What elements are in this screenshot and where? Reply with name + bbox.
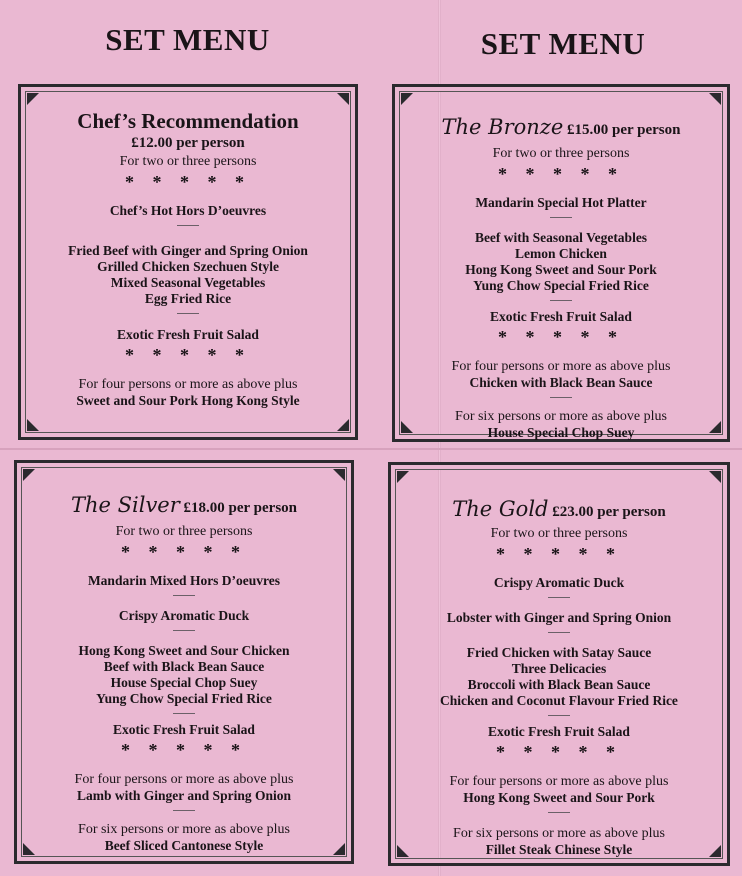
- star-divider: * * * * *: [496, 742, 622, 762]
- main-dish: House Special Chop Suey: [110, 675, 258, 690]
- menu-title: Chef’s Recommendation: [77, 109, 299, 133]
- divider: [173, 810, 195, 811]
- main-dish: Yung Chow Special Fried Rice: [96, 691, 272, 706]
- main-dish: Hong Kong Sweet and Sour Pork: [465, 262, 657, 277]
- gold-menu-panel: [388, 462, 730, 866]
- four-persons-dish: Chicken with Black Bean Sauce: [469, 375, 653, 390]
- main-dish: Beef with Black Bean Sauce: [103, 659, 265, 674]
- divider: [177, 225, 199, 226]
- menu-price: £15.00 per person: [567, 122, 681, 138]
- dessert-dish: Exotic Fresh Fruit Salad: [113, 722, 255, 737]
- extra-dish: Sweet and Sour Pork Hong Kong Style: [76, 393, 300, 409]
- six-persons-dish: Beef Sliced Cantonese Style: [104, 838, 264, 853]
- four-persons-note: For four persons or more as above plus: [74, 772, 294, 787]
- divider: [550, 397, 572, 398]
- menu-price: £18.00 per person: [183, 500, 298, 516]
- corner-ornament: [27, 419, 39, 431]
- menu-name: The Gold: [452, 497, 549, 521]
- main-dish: Hong Kong Sweet and Sour Chicken: [78, 643, 290, 658]
- four-persons-dish: Lamb with Ginger and Spring Onion: [77, 788, 291, 803]
- main-dish: Mixed Seasonal Vegetables: [110, 275, 266, 291]
- second-course-dish: Crispy Aromatic Duck: [118, 608, 250, 623]
- chefs-recommendation-panel: [18, 84, 358, 440]
- corner-ornament: [337, 419, 349, 431]
- divider: [173, 630, 195, 631]
- corner-ornament: [401, 93, 413, 105]
- page-crease: [0, 448, 742, 450]
- six-persons-note: For six persons or more as above plus: [455, 409, 667, 424]
- main-dish: Egg Fried Rice: [144, 291, 232, 307]
- star-divider: * * * * *: [125, 345, 251, 366]
- main-dish: Three Delicacies: [511, 661, 607, 676]
- star-divider: * * * * *: [121, 542, 247, 562]
- divider: [173, 595, 195, 596]
- divider: [548, 715, 570, 716]
- second-course-dish: Lobster with Ginger and Spring Onion: [446, 610, 672, 625]
- starter-dish: Chef’s Hot Hors D’oeuvres: [109, 203, 267, 219]
- menu-title-line: [17, 493, 351, 520]
- divider: [177, 313, 199, 314]
- six-persons-note: For six persons or more as above plus: [453, 826, 665, 841]
- serves-note: For two or three persons: [119, 154, 257, 170]
- main-dish: Beef with Seasonal Vegetables: [474, 230, 648, 245]
- divider: [548, 597, 570, 598]
- star-divider: * * * * *: [121, 740, 247, 760]
- divider: [550, 300, 572, 301]
- page-title-left: SET MENU: [105, 22, 270, 57]
- extra-note: For four persons or more as above plus: [78, 377, 298, 393]
- starter-dish: Mandarin Mixed Hors D’oeuvres: [87, 573, 281, 588]
- starter-dish: Crispy Aromatic Duck: [493, 575, 625, 590]
- six-persons-note: For six persons or more as above plus: [78, 822, 290, 837]
- star-divider: * * * * *: [496, 544, 622, 564]
- serves-note: For two or three persons: [115, 524, 253, 539]
- silver-menu-panel: [14, 460, 354, 864]
- menu-price: £23.00 per person: [552, 504, 666, 520]
- menu-name: The Bronze: [441, 115, 564, 139]
- starter-dish: Mandarin Special Hot Platter: [475, 195, 647, 210]
- main-dish: Fried Beef with Ginger and Spring Onion: [68, 243, 308, 259]
- six-persons-dish: Fillet Steak Chinese Style: [485, 842, 633, 857]
- serves-note: For two or three persons: [492, 146, 630, 161]
- corner-ornament: [23, 469, 35, 481]
- menu-name: The Silver: [70, 493, 180, 517]
- star-divider: * * * * *: [125, 172, 251, 193]
- divider: [173, 713, 195, 714]
- main-dish: Grilled Chicken Szechuen Style: [97, 259, 279, 275]
- main-dish: Fried Chicken with Satay Sauce: [466, 645, 652, 660]
- four-persons-note: For four persons or more as above plus: [451, 359, 671, 374]
- main-dish: Chicken and Coconut Flavour Fried Rice: [440, 693, 678, 708]
- main-dish: Yung Chow Special Fried Rice: [473, 278, 649, 293]
- corner-ornament: [27, 93, 39, 105]
- dessert-dish: Exotic Fresh Fruit Salad: [117, 327, 259, 343]
- corner-ornament: [709, 93, 721, 105]
- bronze-menu-panel: [392, 84, 730, 442]
- corner-ornament: [709, 471, 721, 483]
- divider: [548, 812, 570, 813]
- divider: [550, 217, 572, 218]
- menu-price: £12.00 per person: [131, 135, 245, 152]
- menu-title-line: [391, 497, 727, 524]
- main-dish: Lemon Chicken: [515, 246, 607, 261]
- corner-ornament: [337, 93, 349, 105]
- menu-title-line: [395, 115, 727, 142]
- star-divider: * * * * *: [498, 164, 624, 184]
- page-title-right: SET MENU: [480, 26, 646, 61]
- main-dish: Broccoli with Black Bean Sauce: [467, 677, 651, 692]
- serves-note: For two or three persons: [490, 526, 628, 541]
- star-divider: * * * * *: [498, 327, 624, 347]
- four-persons-dish: Hong Kong Sweet and Sour Pork: [463, 790, 655, 805]
- four-persons-note: For four persons or more as above plus: [449, 774, 669, 789]
- dessert-dish: Exotic Fresh Fruit Salad: [490, 309, 632, 324]
- divider: [548, 632, 570, 633]
- six-persons-dish: House Special Chop Suey: [487, 425, 635, 440]
- dessert-dish: Exotic Fresh Fruit Salad: [488, 724, 630, 739]
- corner-ornament: [333, 469, 345, 481]
- corner-ornament: [397, 471, 409, 483]
